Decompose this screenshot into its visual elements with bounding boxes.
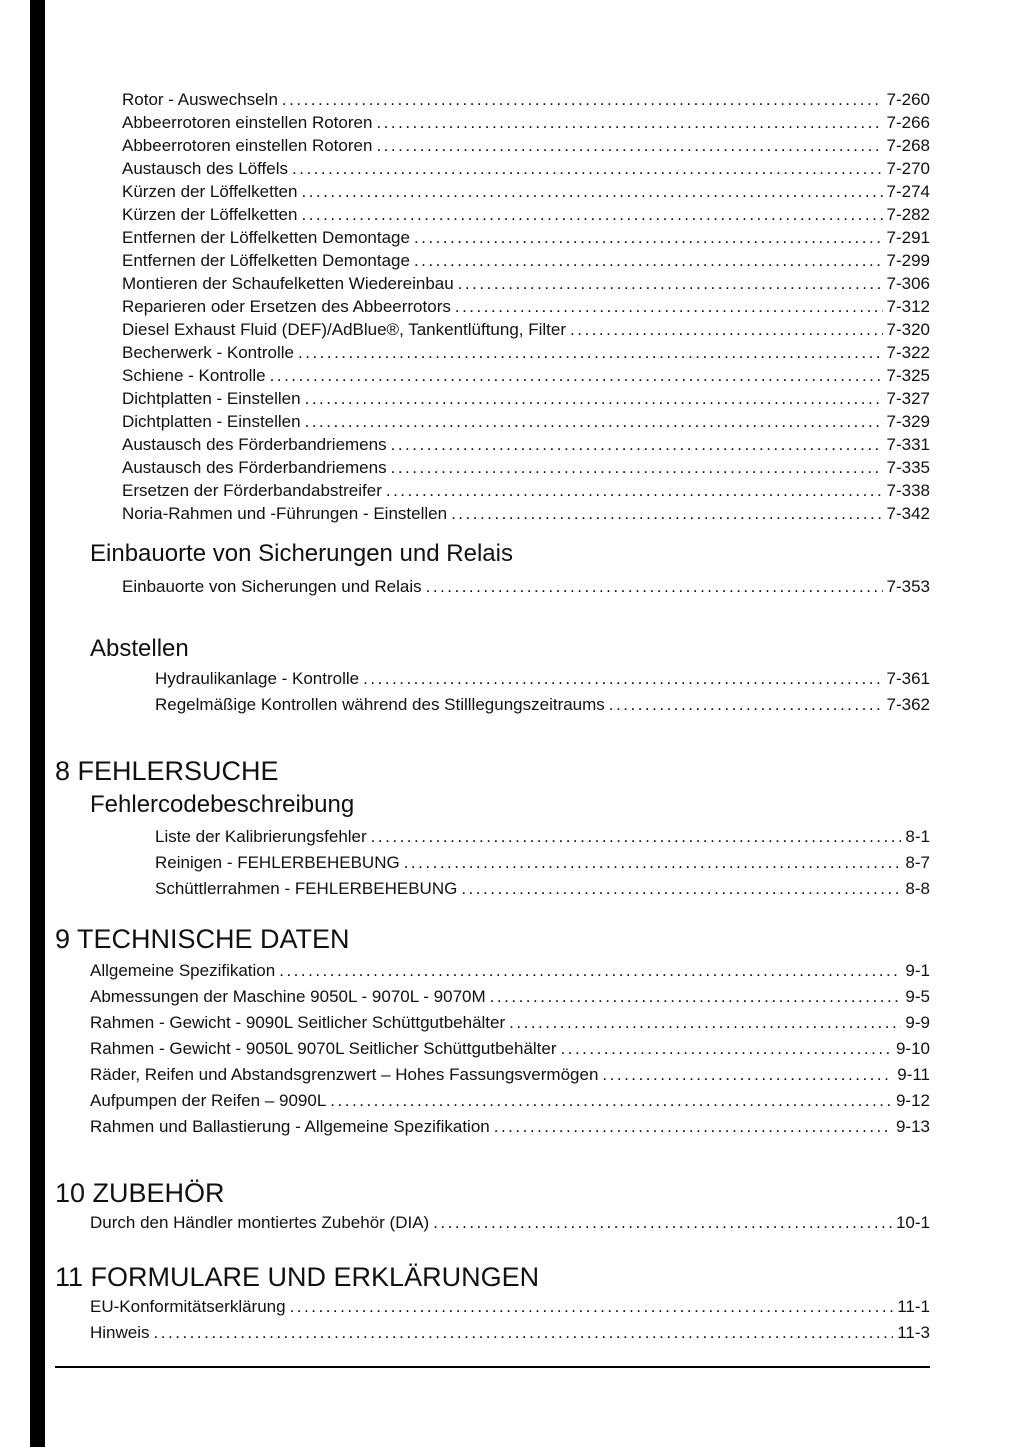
- toc-entry-title: Diesel Exhaust Fluid (DEF)/AdBlue®, Tankentlüftung, Filter: [122, 320, 567, 339]
- toc-list: [55, 88, 930, 1346]
- toc-entry-page: 7-322: [886, 343, 930, 362]
- dot-leader: [609, 692, 883, 718]
- dot-leader: [301, 180, 882, 203]
- toc-entry-page: 7-306: [886, 274, 930, 293]
- toc-entry-page: 7-331: [886, 435, 930, 454]
- dot-leader: [391, 433, 883, 456]
- toc-entry-title: Becherwerk - Kontrolle: [122, 343, 294, 362]
- toc-entry-title: Hydraulikanlage - Kontrolle: [155, 669, 360, 688]
- chapter-heading-ch11: 11 FORMULARE UND ERKLÄRUNGEN: [55, 1262, 540, 1292]
- dot-leader: [305, 387, 883, 410]
- toc-entry-title: Rotor - Auswechseln: [122, 90, 278, 109]
- toc-entry: [90, 1088, 930, 1114]
- toc-entry: [155, 850, 930, 876]
- toc-entry: [155, 824, 930, 850]
- toc-entry: [122, 203, 930, 226]
- toc-entry-page: 8-8: [905, 879, 930, 898]
- toc-entry-page: 8-1: [905, 827, 930, 846]
- toc-entry: [90, 984, 930, 1010]
- dot-leader: [490, 984, 902, 1010]
- toc-entry-title: Rahmen und Ballastierung - Allgemeine Spezifikation: [90, 1117, 490, 1136]
- toc-entry-page: 7-312: [886, 297, 930, 316]
- toc-entry-title: Rahmen - Gewicht - 9050L 9070L Seitlicher Schüttgutbehälter: [90, 1039, 557, 1058]
- toc-entry-title: Abbeerrotoren einstellen Rotoren: [122, 113, 373, 132]
- toc-entry-title: Regelmäßige Kontrollen während des Stilllegungszeitraums: [155, 695, 605, 714]
- toc-entry-page: 7-361: [886, 669, 930, 688]
- page-spine-bar: [30, 0, 45, 1447]
- toc-entry-title: Abmessungen der Maschine 9050L - 9070L - 9070M: [90, 987, 486, 1006]
- toc-entry-page: 7-362: [886, 695, 930, 714]
- dot-leader: [270, 364, 883, 387]
- toc-entry-title: Austausch des Förderbandriemens: [122, 435, 387, 454]
- toc-entry: [155, 692, 930, 718]
- dot-leader: [305, 410, 883, 433]
- toc-entry: [90, 1036, 930, 1062]
- chapter-heading-ch8: 8 FEHLERSUCHE: [55, 756, 279, 786]
- dot-leader: [292, 157, 883, 180]
- dot-leader: [363, 666, 882, 692]
- toc-entry-title: Durch den Händler montiertes Zubehör (DIA): [90, 1213, 430, 1232]
- toc-entry-page: 7-291: [886, 228, 930, 247]
- toc-entry-title: Liste der Kalibrierungsfehler: [155, 827, 367, 846]
- toc-entry-page: 7-274: [886, 182, 930, 201]
- toc-entry: [90, 1294, 930, 1320]
- bottom-rule: [55, 1366, 930, 1368]
- toc-entry-page: 7-338: [886, 481, 930, 500]
- dot-leader: [602, 1062, 893, 1088]
- toc-entry: [122, 180, 930, 203]
- toc-entry-page: 11-1: [897, 1297, 930, 1316]
- toc-entry: [122, 295, 930, 318]
- toc-entry: [122, 364, 930, 387]
- toc-entry-page: 7-270: [886, 159, 930, 178]
- toc-entry-title: Dichtplatten - Einstellen: [122, 389, 301, 408]
- toc-entry-page: 11-3: [897, 1323, 930, 1342]
- toc-entry: [90, 958, 930, 984]
- toc-entry-title: Aufpumpen der Reifen – 9090L: [90, 1091, 327, 1110]
- toc-entry-page: 9-11: [897, 1065, 930, 1084]
- toc-entry-page: 9-13: [895, 1117, 930, 1136]
- toc-entry-title: Reparieren oder Ersetzen des Abbeerrotors: [122, 297, 451, 316]
- dot-leader: [451, 502, 882, 525]
- toc-entry-title: Noria-Rahmen und -Führungen - Einstellen: [122, 504, 448, 523]
- toc-entry-title: Dichtplatten - Einstellen: [122, 412, 301, 431]
- toc-entry: [155, 666, 930, 692]
- toc-entry-title: Rahmen - Gewicht - 9090L Seitlicher Schüttgutbehälter: [90, 1013, 506, 1032]
- dot-leader: [301, 203, 882, 226]
- page-content: [55, 0, 930, 1368]
- toc-entry-page: 7-327: [886, 389, 930, 408]
- toc-entry-page: 7-325: [886, 366, 930, 385]
- toc-entry-title: Abbeerrotoren einstellen Rotoren: [122, 136, 373, 155]
- dot-leader: [414, 249, 883, 272]
- dot-leader: [404, 850, 902, 876]
- toc-entry: [122, 111, 930, 134]
- dot-leader: [414, 226, 883, 249]
- toc-entry-title: Montieren der Schaufelketten Wiedereinbau: [122, 274, 454, 293]
- dot-leader: [455, 295, 883, 318]
- toc-entry-title: Ersetzen der Förderbandabstreifer: [122, 481, 382, 500]
- toc-entry-title: Allgemeine Spezifikation: [90, 961, 276, 980]
- section-heading-fehlercode: Fehlercodebeschreibung: [90, 791, 355, 818]
- toc-entry-page: 9-10: [895, 1039, 930, 1058]
- toc-entry: [122, 479, 930, 502]
- dot-leader: [561, 1036, 892, 1062]
- toc-entry: [90, 1320, 930, 1346]
- dot-leader: [494, 1114, 892, 1140]
- dot-leader: [386, 479, 883, 502]
- dot-leader: [154, 1320, 894, 1346]
- toc-entry: [122, 387, 930, 410]
- toc-entry: [122, 157, 930, 180]
- toc-entry: [90, 1114, 930, 1140]
- toc-entry-page: 7-335: [886, 458, 930, 477]
- dot-leader: [376, 111, 882, 134]
- toc-entry-page: 7-282: [886, 205, 930, 224]
- toc-entry-page: 9-5: [905, 987, 930, 1006]
- toc-entry: [122, 318, 930, 341]
- toc-entry-title: Schiene - Kontrolle: [122, 366, 266, 385]
- dot-leader: [298, 341, 883, 364]
- section-heading-einbauorte: Einbauorte von Sicherungen und Relais: [90, 540, 513, 567]
- toc-entry: [122, 410, 930, 433]
- toc-entry-title: Entfernen der Löffelketten Demontage: [122, 251, 410, 270]
- dot-leader: [433, 1210, 892, 1236]
- toc-entry-title: Entfernen der Löffelketten Demontage: [122, 228, 410, 247]
- toc-entry-title: EU-Konformitätserklärung: [90, 1297, 286, 1316]
- toc-entry: [122, 456, 930, 479]
- section-heading-abstellen: Abstellen: [90, 635, 189, 662]
- toc-entry-title: Hinweis: [90, 1323, 150, 1342]
- dot-leader: [290, 1294, 894, 1320]
- dot-leader: [461, 876, 901, 902]
- toc-entry: [122, 272, 930, 295]
- toc-entry: [122, 341, 930, 364]
- toc-entry-title: Schüttlerrahmen - FEHLERBEHEBUNG: [155, 879, 458, 898]
- toc-entry-page: 7-329: [886, 412, 930, 431]
- dot-leader: [282, 88, 883, 111]
- dot-leader: [426, 575, 883, 598]
- dot-leader: [570, 318, 882, 341]
- toc-entry-page: 9-12: [895, 1091, 930, 1110]
- dot-leader: [279, 958, 901, 984]
- dot-leader: [371, 824, 902, 850]
- toc-entry-title: Einbauorte von Sicherungen und Relais: [122, 577, 422, 596]
- toc-entry-title: Austausch des Förderbandriemens: [122, 458, 387, 477]
- dot-leader: [376, 134, 882, 157]
- toc-entry-page: 8-7: [905, 853, 930, 872]
- toc-entry: [90, 1010, 930, 1036]
- toc-entry-page: 9-1: [905, 961, 930, 980]
- dot-leader: [330, 1088, 892, 1114]
- toc-entry-title: Austausch des Löffels: [122, 159, 289, 178]
- toc-entry-title: Reinigen - FEHLERBEHEBUNG: [155, 853, 400, 872]
- dot-leader: [509, 1010, 901, 1036]
- toc-entry: [122, 88, 930, 111]
- toc-entry-title: Kürzen der Löffelketten: [122, 205, 298, 224]
- toc-entry-page: 7-268: [886, 136, 930, 155]
- toc-entry-page: 7-266: [886, 113, 930, 132]
- toc-entry: [122, 249, 930, 272]
- dot-leader: [458, 272, 883, 295]
- toc-entry-page: 7-353: [886, 577, 930, 596]
- toc-entry: [90, 1210, 930, 1236]
- chapter-heading-ch9: 9 TECHNISCHE DATEN: [55, 924, 350, 954]
- toc-entry-page: 7-260: [886, 90, 930, 109]
- toc-entry-title: Kürzen der Löffelketten: [122, 182, 298, 201]
- toc-entry: [122, 575, 930, 598]
- toc-entry: [122, 433, 930, 456]
- toc-entry: [122, 134, 930, 157]
- toc-entry-title: Räder, Reifen und Abstandsgrenzwert – Hohes Fassungsvermögen: [90, 1065, 599, 1084]
- toc-entry-page: 7-342: [886, 504, 930, 523]
- dot-leader: [391, 456, 883, 479]
- toc-entry: [122, 226, 930, 249]
- toc-entry: [90, 1062, 930, 1088]
- toc-entry: [122, 502, 930, 525]
- toc-entry-page: 7-320: [886, 320, 930, 339]
- toc-entry-page: 9-9: [905, 1013, 930, 1032]
- chapter-heading-ch10: 10 ZUBEHÖR: [55, 1178, 225, 1208]
- toc-entry-page: 10-1: [895, 1213, 930, 1232]
- toc-entry-page: 7-299: [886, 251, 930, 270]
- toc-entry: [155, 876, 930, 902]
